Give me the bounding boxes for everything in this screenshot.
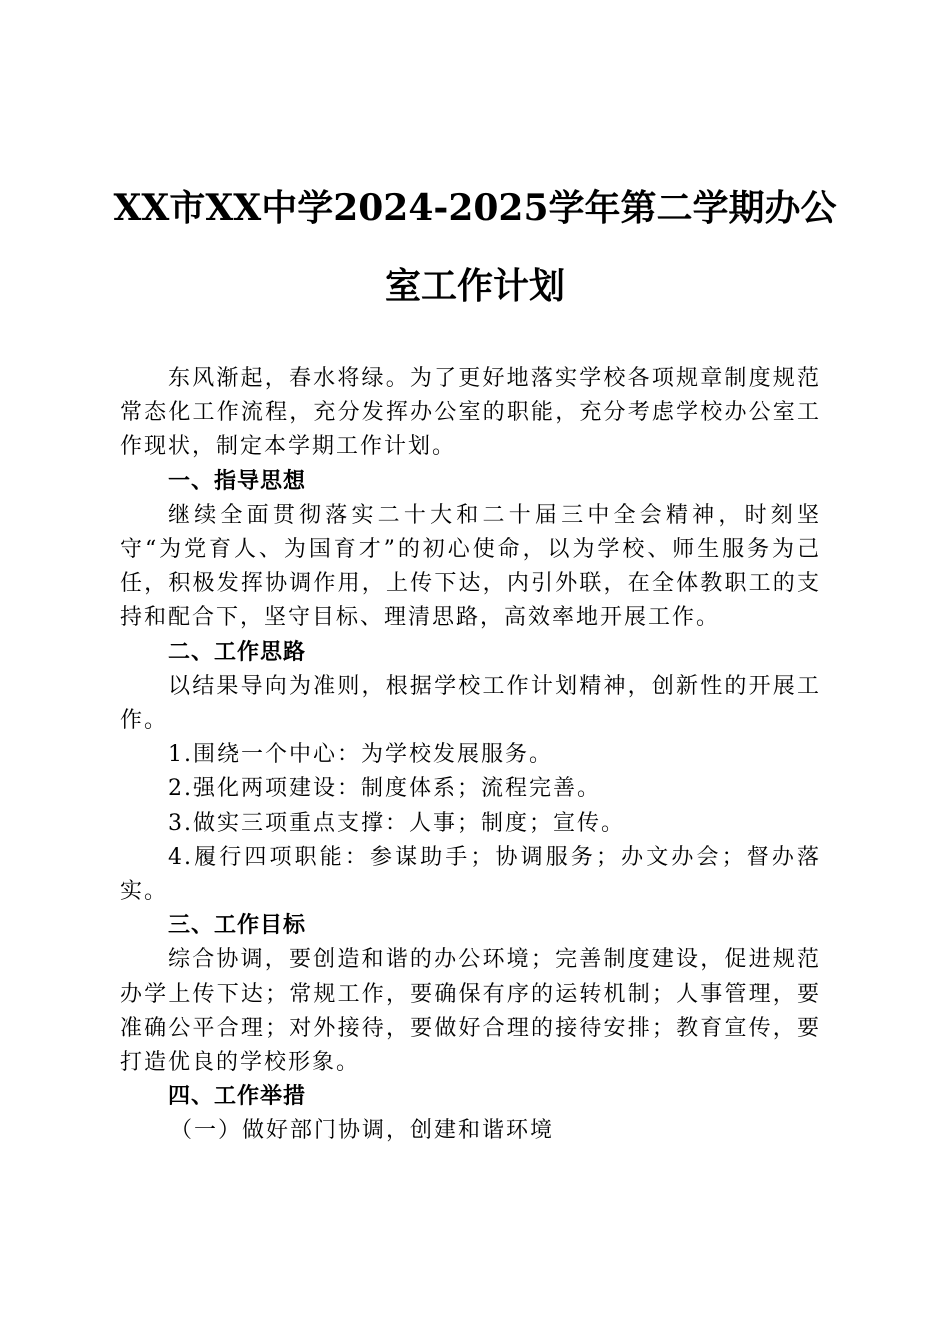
section-heading-work-approach: 二、工作思路 bbox=[168, 639, 307, 665]
section-body-work-goals: 综合协调，要创造和谐的办公环境；完善制度建设，促进规范办学上传下达；常规工作，要确保有序的运转机制；人事管理，要准确公平合理；对外接待，要做好合理的接待安排；教育宣传，要打造优良的学校形象。 bbox=[120, 947, 821, 1076]
section-heading-guiding-thought: 一、指导思想 bbox=[168, 468, 307, 494]
section-heading-work-measures: 四、工作举措 bbox=[168, 1084, 307, 1110]
section-body-guiding-thought: 继续全面贯彻落实二十大和二十届三中全会精神，时刻坚守“为党育人、为国育才”的初心使命，以为学校、师生服务为己任，积极发挥协调作用，上传下达，内引外联，在全体教职工的支持和配合下，坚守目标、理清思路，高效率地开展工作。 bbox=[120, 502, 821, 631]
document-body bbox=[120, 362, 821, 1149]
list-item: 2.强化两项建设：制度体系；流程完善。 bbox=[168, 776, 601, 802]
section-body-work-approach: 以结果导向为准则，根据学校工作计划精神，创新性的开展工作。 bbox=[120, 673, 821, 734]
subsection-heading-coordination: （一）做好部门协调，创建和谐环境 bbox=[170, 1118, 555, 1144]
list-item: 4.履行四项职能：参谋助手；协调服务；办文办会；督办落实。 bbox=[120, 844, 821, 905]
list-item: 3.做实三项重点支撑：人事；制度；宣传。 bbox=[168, 810, 625, 836]
document-title bbox=[100, 187, 850, 312]
section-heading-work-goals: 三、工作目标 bbox=[168, 913, 307, 939]
title-line-1: XX市XX中学2024-2025学年第二学期办公 bbox=[113, 187, 837, 229]
list-item: 1.围绕一个中心：为学校发展服务。 bbox=[168, 742, 553, 768]
intro-paragraph: 东风渐起，春水将绿。为了更好地落实学校各项规章制度规范常态化工作流程，充分发挥办公室的职能，充分考虑学校办公室工作现状，制定本学期工作计划。 bbox=[120, 366, 821, 460]
title-line-2: 室工作计划 bbox=[384, 265, 565, 307]
